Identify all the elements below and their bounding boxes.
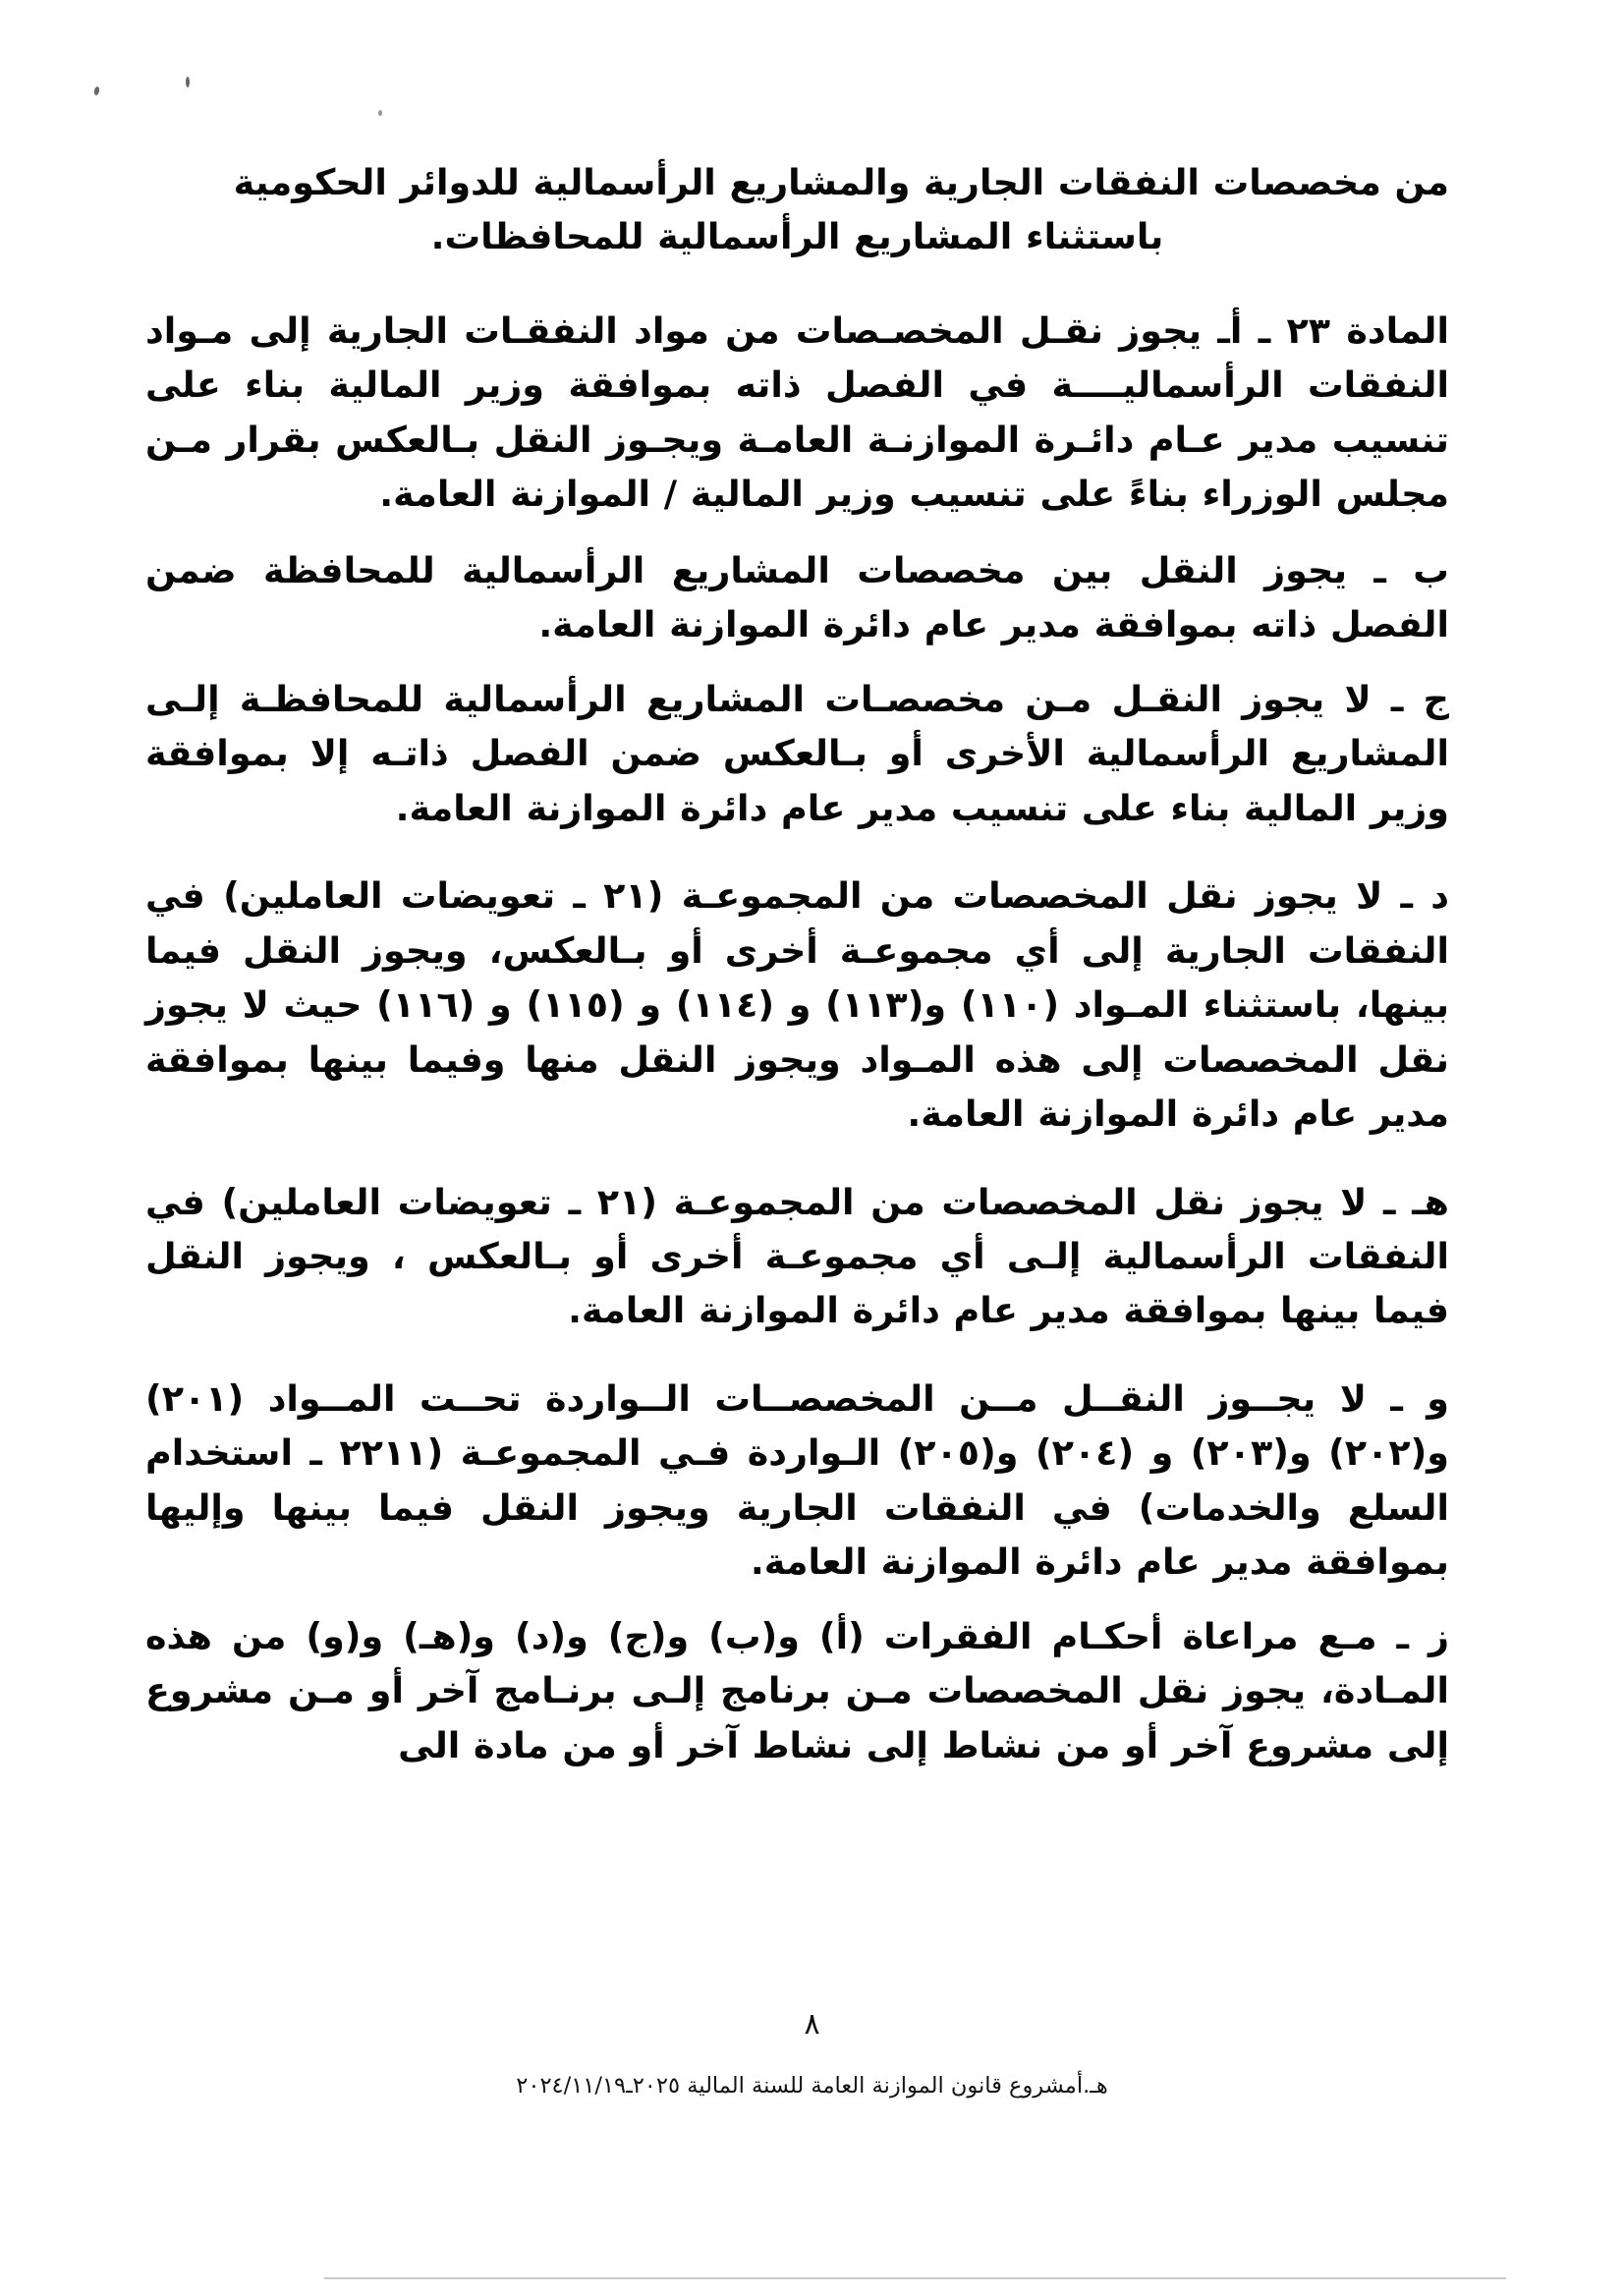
scan-edge-line — [324, 2277, 1506, 2279]
article-23-paragraph-g: ز ـ مـع مراعاة أحكـام الفقرات (أ) و(ب) و(ج) و(د) و(هـ) و(و) من هذه المـادة، يجوز نقل المخصصات مـن برنامج إلـى برنـامج آخر أو مـن مشروع إلى مشروع آخر أو من نشاط إلى نشاط آخر أو من مادة الى — [145, 1614, 1449, 1766]
continuation-line-1: من مخصصات النفقات الجارية والمشاريع الرأسمالية للدوائر الحكومية — [233, 161, 1449, 203]
article-23-paragraph-c: ج ـ لا يجوز النقـل مـن مخصصـات المشاريع الرأسمالية للمحافظـة إلـى المشاريع الرأسمالية الأخرى أو بـالعكس ضمن الفصل ذاتـه إلا بموافقة وزير المالية بناء على تنسيب مدير عام دائرة الموازنة العامة. — [145, 677, 1449, 829]
scan-speck-icon — [378, 110, 382, 116]
paragraph-continuation — [145, 155, 1449, 264]
scan-speck-icon — [93, 86, 100, 96]
scan-speck-icon — [186, 77, 190, 87]
article-23-paragraph-d: د ـ لا يجوز نقل المخصصات من المجموعـة (٢١ ـ تعويضات العاملين) في النفقات الجارية إلى أي مجموعـة أخرى أو بـالعكس، ويجوز النقل فيما بينها، باستثناء المـواد (١١٠) و(١١٣) و (١١٤) و (١١٥) و (١١٦) حيث لا يجوز نقل المخصصات إلى هذه المـواد ويجوز النقل منها وفيما بينها بموافقة مدير عام دائرة الموازنة العامة. — [145, 874, 1450, 1136]
document-body — [145, 155, 1449, 1792]
page-number: ٨ — [804, 2007, 820, 2042]
footer-note: هـ.أمشروع قانون الموازنة العامة للسنة المالية ٢٠٢٥ـ٢٠٢٤/١١/١٩ — [516, 2073, 1108, 2099]
article-23-paragraph-f: و ـ لا يجــوز النقــل مــن المخصصــات الــواردة تحــت المــواد (٢٠١) و(٢٠٢) و(٢٠٣) و (٢٠٤) و(٢٠٥) الـواردة فـي المجموعـة (٢٢١١ ـ استخدام السلع والخدمات) في النفقات الجارية ويجوز النقل فيما بينها وإليها بموافقة مدير عام دائرة الموازنة العامة. — [145, 1376, 1449, 1584]
article-23-paragraph-e: هـ ـ لا يجوز نقل المخصصات من المجموعـة (٢١ ـ تعويضات العاملين) في النفقات الرأسمالية إلـى أي مجموعـة أخرى أو بـالعكس ، ويجوز النقل فيما بينها بموافقة مدير عام دائرة الموازنة العامة. — [145, 1180, 1449, 1332]
continuation-line-2: باستثناء المشاريع الرأسمالية للمحافظات. — [430, 215, 1164, 258]
article-23-paragraph-b: ب ـ يجوز النقل بين مخصصات المشاريع الرأسمالية للمحافظة ضمن الفصل ذاته بموافقة مدير عام دائرة الموازنة العامة. — [145, 548, 1449, 646]
article-23-paragraph-a: المادة ٢٣ ـ أـ يجوز نقـل المخصـصات من مواد النفقـات الجارية إلى مـواد النفقات الرأسماليــــة في الفصل ذاته بموافقة وزير المالية بناء على تنسيب مدير عـام دائـرة الموازنـة العامـة ويجـوز النقل بـالعكس بقرار مـن مجلس الوزراء بناءً على تنسيب وزير المالية / الموازنة العامة. — [145, 308, 1449, 516]
